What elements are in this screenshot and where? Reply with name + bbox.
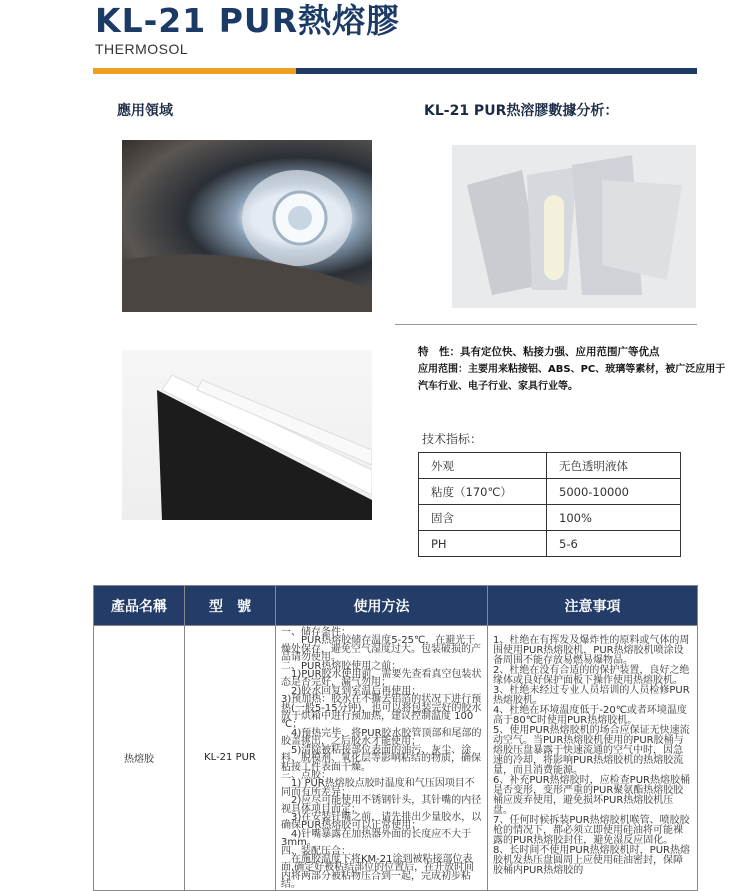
note-line: 3、杜绝未经过专业人员培训的人员检修PUR热熔胶机。 xyxy=(493,685,690,706)
header-usage: 使用方法 xyxy=(276,586,488,626)
note-line: 2、杜绝在没有合适的的保护装置，良好之绝缘体或良好保护面板下操作使用热熔胶机。 xyxy=(493,665,690,686)
usage-line: 2)胶水回复到室温后再使用； xyxy=(281,685,422,697)
usage-method xyxy=(276,626,488,891)
spec-row xyxy=(419,479,681,505)
usage-line: 3)预加热：胶水在不撕去铝箔的状况下进行预热(一般5-15分钟)，也可以将包装完好的胶水放于烘箱中进行预加热，建议控制温度 100 ℃； xyxy=(281,694,482,731)
page-header xyxy=(95,2,695,58)
note-line: 5、使用PUR热熔胶机的场合应保证无快速流动空气。当PUR热熔胶机使用的PUR胶桶与熔胶压盘暴露于快速流通的空气中时，因急速的冷却，将影响PUR热熔胶机的热熔胶流量，而且消费能源。 xyxy=(493,725,690,776)
panels-photo xyxy=(122,350,372,520)
usage-line: 在施胶温度下将KM-21涂到被粘接部位表面,确定好被粘结部位的位置后，在开放时间内将两部分被粘物压合到一起，完成初步粘结。 xyxy=(281,853,475,891)
page-title: KL-21 PUR熱熔膠 xyxy=(95,1,401,40)
usage-line: 5)清除被粘接部位表面的油污、灰尘、涂料、脱模剂、氧化层等影响粘结的物质，确保粘接工件表面干燥。 xyxy=(281,744,481,773)
application-text-2: 汽车行业、电子行业、家具行业等。 xyxy=(418,381,578,392)
usage-line: PUR热熔胶储存温度5-25℃，在避光干燥处保存，避免空气湿度过大。包装破损的产品请勿使用。 xyxy=(281,635,481,664)
product-name: 热熔胶 xyxy=(94,626,185,891)
glue-tubes-photo xyxy=(452,145,696,308)
features-block xyxy=(418,344,728,395)
headlight-photo xyxy=(122,140,372,312)
spec-value: 5000-10000 xyxy=(547,479,681,505)
usage-line: 1) PUR热熔胶点胶时温度和气压因项目不同而有所差异； xyxy=(281,778,475,798)
product-model: KL-21 PUR xyxy=(185,626,276,891)
spec-table xyxy=(418,452,681,557)
usage-line: 4)针嘴暴露在加热器外面的长度应不大于 3mm。 xyxy=(281,828,472,849)
header-model: 型 號 xyxy=(185,586,276,626)
header-product-name: 產品名稱 xyxy=(94,586,185,626)
section-title-applications: 應用領域 xyxy=(117,103,173,119)
usage-line: 1)PUR胶水使用前，需要先查看真空包装状态是否完好，漏气勿用； xyxy=(281,669,482,689)
spec-value: 无色透明液体 xyxy=(547,453,681,479)
product-table xyxy=(93,585,698,891)
spec-row xyxy=(419,531,681,557)
spec-label: 外观 xyxy=(419,453,547,479)
spec-label: 粘度（170℃） xyxy=(419,479,547,505)
table-row xyxy=(94,626,698,891)
usage-line: 三、点胶： xyxy=(281,769,331,781)
spec-value: 100% xyxy=(547,505,681,531)
spec-heading: 技术指标： xyxy=(422,432,483,446)
note-line: 6、补充PUR热熔胶时，应检查PUR热熔胶桶是否变形，变形严重的PUR聚氨酯热熔胶胶桶应废弃使用，避免损坏PUR热熔胶机压盘。 xyxy=(493,775,690,816)
usage-line: 四、装配压合： xyxy=(281,845,351,857)
spec-row xyxy=(419,505,681,531)
note-line: 4、杜绝在环境温度低于-20℃或者环境温度高于80℃时使用PUR热熔胶机。 xyxy=(493,705,687,726)
header-notes: 注意事項 xyxy=(488,586,698,626)
spec-row xyxy=(419,453,681,479)
spec-label: PH xyxy=(419,531,547,557)
spec-value: 5-6 xyxy=(547,531,681,557)
usage-line: 二、PUR热熔胶使用之前： xyxy=(281,660,402,672)
note-line: 7、任何时候拆装PUR热熔胶机喉管、喷胶胶枪的情况下，都必须立即使用硅油将可能裸露的PUR热熔胶封住，避免湿反应固化。 xyxy=(493,815,690,846)
note-line: 8、长时间不使用PUR热熔胶机时，PUR热熔胶机发热压盘圆周上应使用硅油密封，保障胶桶内PUR热熔胶的 xyxy=(493,845,690,876)
usage-line: 3)在安装针嘴之前，请先排出少量胶水，以确保PUR热熔胶可以正常使用； xyxy=(281,811,482,832)
divider-line xyxy=(395,324,697,325)
section-title-analysis: KL-21 PUR热溶膠數據分析： xyxy=(424,103,619,119)
page-subtitle: THERMOSOL xyxy=(95,41,189,57)
spec-label: 固含 xyxy=(419,505,547,531)
accent-bar-orange xyxy=(93,68,296,74)
application-text: 应用范围：主要用来粘接铝、ABS、PC、玻璃等素材，被广泛应用于 xyxy=(418,364,726,375)
accent-bar-navy xyxy=(296,68,697,74)
feature-text: 特 性：具有定位快、粘接力强、应用范围广等优点 xyxy=(418,346,660,358)
usage-line: 4)预热完毕，将PUR胶水胶管顶部和尾部的胶盖挑出，之后胶水才能使用； xyxy=(281,727,482,748)
usage-line: 一、储存条件： xyxy=(281,627,351,638)
usage-line: 2)应尽可能使用不锈钢针头，其针嘴的内径视具体项目而定； xyxy=(281,795,482,815)
precautions xyxy=(488,626,698,891)
note-line: 1、杜绝在有挥发及爆炸性的原料或气体的周围使用PUR热熔胶机，PUR热熔胶机喷涂设备周围不能存放易燃易爆物品。 xyxy=(493,635,690,666)
